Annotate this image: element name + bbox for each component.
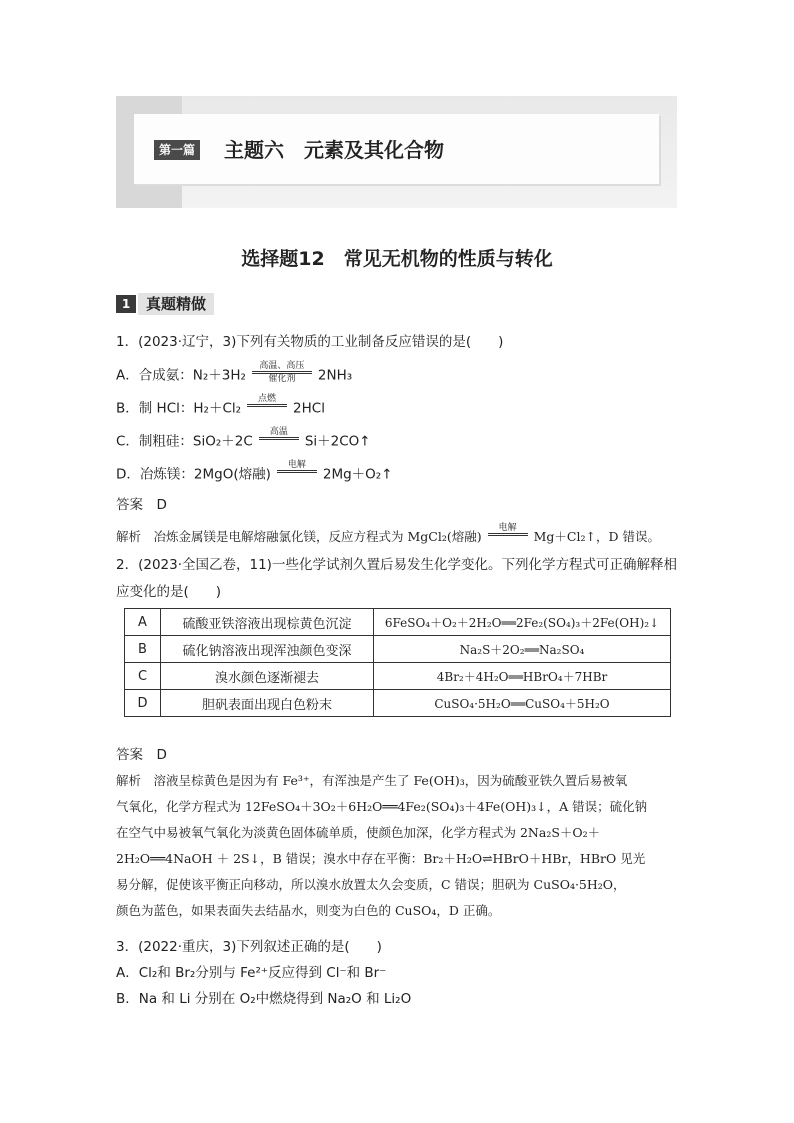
q1-analysis-prefix: 解析 冶炼金属镁是电解熔融氯化镁，反应方程式为 MgCl₂(熔融) — [116, 529, 482, 544]
equation-cell: 6FeSO₄＋O₂＋2H₂O══2Fe₂(SO₄)₃＋2Fe(OH)₂↓ — [374, 609, 671, 636]
option-cell: B — [125, 636, 161, 663]
q2-analysis-line: 颜色为蓝色，如果表面失去结晶水，则变为白色的 CuSO₄，D 正确。 — [116, 903, 501, 918]
q1-d-prefix: D．冶炼镁：2MgO(熔融) — [116, 466, 271, 483]
q1-d-condition — [277, 460, 317, 483]
q1-b-cond-top: 点燃 — [258, 394, 277, 404]
q1-stem: 1．(2023·辽宁，3)下列有关物质的工业制备反应错误的是( ) — [116, 334, 504, 350]
q2-table — [124, 608, 671, 717]
q1-option-c — [116, 427, 371, 453]
q3-stem: 3．(2022·重庆，3)下列叙述正确的是( ) — [116, 939, 382, 955]
q2-analysis — [116, 768, 678, 924]
q2-analysis-line: 解析 溶液呈棕黄色是因为有 Fe³⁺，有浑浊是产生了 Fe(OH)₃，因为硫酸亚铁久置后易被氧 — [116, 773, 628, 788]
q1-b-suffix: 2HCl — [293, 400, 325, 417]
q1-d-suffix: 2Mg＋O₂↑ — [322, 466, 393, 483]
q3-option-a: A．Cl₂和 Br₂分别与 Fe²⁺反应得到 Cl⁻和 Br⁻ — [116, 965, 387, 981]
q1-d-cond-top: 电解 — [287, 460, 306, 470]
q1-b-condition — [247, 394, 287, 417]
part-badge: 第一篇 — [154, 140, 200, 160]
q1-option-d — [116, 460, 393, 486]
q1-c-suffix: Si＋2CO↑ — [304, 433, 371, 450]
q1-a-condition — [252, 361, 312, 384]
q3-option-b: B．Na 和 Li 分别在 O₂中燃烧得到 Na₂O 和 Li₂O — [116, 991, 412, 1007]
banner-card — [134, 114, 659, 184]
q2-answer: 答案 D — [116, 747, 167, 763]
q1-c-prefix: C．制粗硅：SiO₂＋2C — [116, 433, 253, 450]
q2-analysis-line: 易分解，促使该平衡正向移动，所以溴水放置太久会变质，C 错误；胆矾为 CuSO₄·5H₂O， — [116, 877, 626, 892]
q1-a-suffix: 2NH₃ — [317, 367, 353, 384]
table-row — [125, 663, 671, 690]
document-title: 选择题12 常见无机物的性质与转化 — [241, 248, 553, 270]
option-cell: C — [125, 663, 161, 690]
equation-cell: 4Br₂＋4H₂O══HBrO₄＋7HBr — [374, 663, 671, 690]
q1-a-cond-bottom: 催化剂 — [268, 374, 296, 384]
section-label: 真题精做 — [138, 293, 214, 315]
phenomenon-cell: 硫化钠溶液出现浑浊颜色变深 — [161, 636, 374, 663]
phenomenon-cell: 硫酸亚铁溶液出现棕黄色沉淀 — [161, 609, 374, 636]
equation-cell: Na₂S＋2O₂══Na₂SO₄ — [374, 636, 671, 663]
option-cell: D — [125, 690, 161, 717]
q2-analysis-line: 在空气中易被氧气氧化为淡黄色固体硫单质，使颜色加深，化学方程式为 2Na₂S＋O₂＋ — [116, 825, 601, 840]
q2-analysis-line: 2H₂O══4NaOH ＋ 2S↓，B 错误；溴水中存在平衡：Br₂＋H₂O⇌HBrO＋HBr，HBrO 见光 — [116, 851, 646, 866]
table-row — [125, 636, 671, 663]
q1-analysis-condition — [488, 523, 528, 546]
q1-a-cond-top: 高温、高压 — [259, 361, 305, 371]
phenomenon-cell: 胆矾表面出现白色粉末 — [161, 690, 374, 717]
q1-a-prefix: A．合成氨：N₂＋3H₂ — [116, 367, 246, 384]
option-cell: A — [125, 609, 161, 636]
q2-stem-line2: 应变化的是( ) — [116, 584, 222, 600]
q1-b-prefix: B．制 HCl：H₂＋Cl₂ — [116, 400, 242, 417]
phenomenon-cell: 溴水颜色逐渐褪去 — [161, 663, 374, 690]
q1-analysis — [116, 523, 660, 549]
section-number: 1 — [116, 295, 136, 313]
q1-analysis-cond-top: 电解 — [498, 523, 517, 533]
q1-option-a — [116, 361, 353, 387]
chapter-banner — [116, 96, 677, 208]
section-header — [116, 293, 226, 317]
q1-answer: 答案 D — [116, 497, 167, 513]
q1-option-b — [116, 394, 325, 420]
q2-analysis-line: 气氧化，化学方程式为 12FeSO₄＋3O₂＋6H₂O══4Fe₂(SO₄)₃＋4Fe(OH)₃↓，A 错误；硫化钠 — [116, 799, 648, 814]
table-row — [125, 690, 671, 717]
table-row — [125, 609, 671, 636]
q1-c-cond-top: 高温 — [269, 427, 288, 437]
q1-analysis-suffix: Mg＋Cl₂↑，D 错误。 — [533, 529, 660, 544]
q2-stem-line1: 2．(2023·全国乙卷，11)一些化学试剂久置后易发生化学变化。下列化学方程式可正确解释相 — [116, 557, 677, 573]
q1-c-condition — [259, 427, 299, 450]
chapter-title: 主题六 元素及其化合物 — [224, 138, 444, 162]
equation-cell: CuSO₄·5H₂O══CuSO₄＋5H₂O — [374, 690, 671, 717]
